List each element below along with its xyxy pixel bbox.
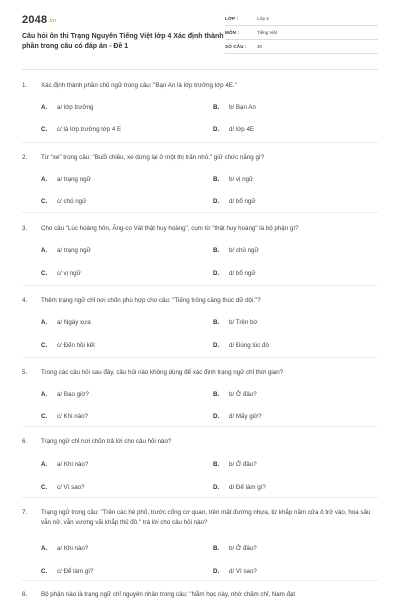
question-number: 2. [22,154,28,161]
question-divider [22,426,378,427]
question-6 [22,437,378,447]
option-c[interactable]: C. c/ Khi nào? [41,413,88,420]
option-d[interactable]: D. d/ Đúng lúc đó [213,342,269,349]
document-meta [225,12,378,54]
option-c[interactable]: C. c/ vị ngữ [41,270,81,277]
site-logo[interactable]: 2048.vn [22,14,57,26]
option-b[interactable]: B. b/ Ở đâu? [213,391,257,398]
option-d[interactable]: D. d/ bổ ngữ [213,198,256,205]
option-c[interactable]: C. c/ là lớp trưởng lớp 4 E [41,126,122,133]
meta-row-subject [225,26,378,40]
option-a[interactable]: A. a/ Khi nào? [41,545,89,552]
option-d[interactable]: D. d/ Vì sao? [213,568,257,575]
question-divider [22,142,378,143]
meta-value: Lớp 4 [257,16,269,21]
option-b[interactable]: B. b/ Ở đâu? [213,545,257,552]
meta-row-grade [225,12,378,26]
option-d[interactable]: D. d/ Mấy giờ? [213,413,262,420]
option-d[interactable]: D. d/ Để làm gì? [213,484,266,491]
option-d[interactable]: D. d/ bổ ngữ [213,270,256,277]
document-title: Câu hỏi ôn thi Trạng Nguyên Tiếng Việt lớp 4 Xác định thành phần trong câu có đáp án - Đề 1 [22,33,224,50]
option-a[interactable]: A. a/ lớp trưởng [41,104,94,111]
option-c[interactable]: C. c/ Vì sao? [41,484,85,491]
header-divider [22,69,378,70]
question-text: Trong các câu hỏi sau đây, câu hỏi nào không dùng để xác định trạng ngữ chỉ thời gian? [41,369,284,376]
question-number: 1. [22,82,28,89]
option-a[interactable]: A. a/ Ngày xưa [41,319,91,326]
option-a[interactable]: A. a/ Bao giờ? [41,391,89,398]
question-2 [22,153,378,163]
option-c[interactable]: C. c/ Đến hồi kết [41,342,95,349]
option-c[interactable]: C. c/ chủ ngữ [41,198,87,205]
question-text: Cho câu "Lúc hoàng hôn, Ăng-co Vát thật huy hoàng", cụm từ "thật huy hoàng" là bộ phận gì? [41,225,299,232]
question-number: 6. [22,438,28,445]
question-divider [22,497,378,498]
question-divider [22,357,378,358]
option-b[interactable]: B. b/ Bạn An [213,104,256,111]
question-4 [22,296,378,306]
question-number: 4. [22,297,28,304]
question-5 [22,368,378,378]
question-divider [22,580,378,581]
option-a[interactable]: A. a/ trạng ngữ [41,247,91,254]
meta-label: MÔN : [225,30,240,35]
question-divider [22,212,378,213]
question-number: 5. [22,369,28,376]
question-text: Trạng ngữ trong câu: "Trên các hè phố, trước cổng cơ quan, trên mặt đường nhựa, từ khắp năm cửa ô trở vào, hoa sấu vẫn nở, vẫn vương vãi khắp thủ đô." trả lời cho câu hỏi nào? [41,509,371,526]
meta-row-count [225,40,378,54]
meta-value: 30 [257,44,263,49]
option-c[interactable]: C. c/ Để làm gì? [41,568,94,575]
option-b[interactable]: B. b/ vị ngữ [213,176,254,183]
question-7 [22,508,378,528]
question-text: Từ "xe" trong câu: "Buổi chiều, xe dừng lại ở một thị trấn nhỏ." giữ chức năng gì? [41,154,265,161]
option-a[interactable]: A. a/ Khi nào? [41,461,89,468]
question-8 [22,590,378,600]
meta-value: Tiếng Việt [257,30,278,35]
question-number: 8. [22,591,28,598]
option-a[interactable]: A. a/ trạng ngữ [41,176,91,183]
meta-label: LỚP : [225,16,239,21]
question-number: 3. [22,225,28,232]
option-b[interactable]: B. b/ chủ ngữ [213,247,259,254]
question-3 [22,224,378,234]
question-text: Trạng ngữ chỉ nơi chốn trả lời cho câu hỏi nào? [41,438,172,445]
question-1 [22,81,378,91]
question-text: Xác định thành phần chủ ngữ trong câu: "Bạn An là lớp trưởng lớp 4E." [41,82,237,89]
question-number: 7. [22,509,28,516]
question-divider [22,285,378,286]
option-b[interactable]: B. b/ Trên bờ [213,319,258,326]
option-b[interactable]: B. b/ Ở đâu? [213,461,257,468]
meta-label: SỐ CÂU : [225,44,247,49]
question-text: Bộ phận nào là trạng ngữ chỉ nguyên nhân trong câu: "Nằm học này, nhờ chăm chỉ, Nam đạt [41,591,296,598]
question-text: Thêm trạng ngữ chỉ nơi chốn phù hợp cho câu: "Tiếng trống căng thúc dữ dội."? [41,297,261,304]
option-d[interactable]: D. d/ lớp 4E [213,126,255,133]
